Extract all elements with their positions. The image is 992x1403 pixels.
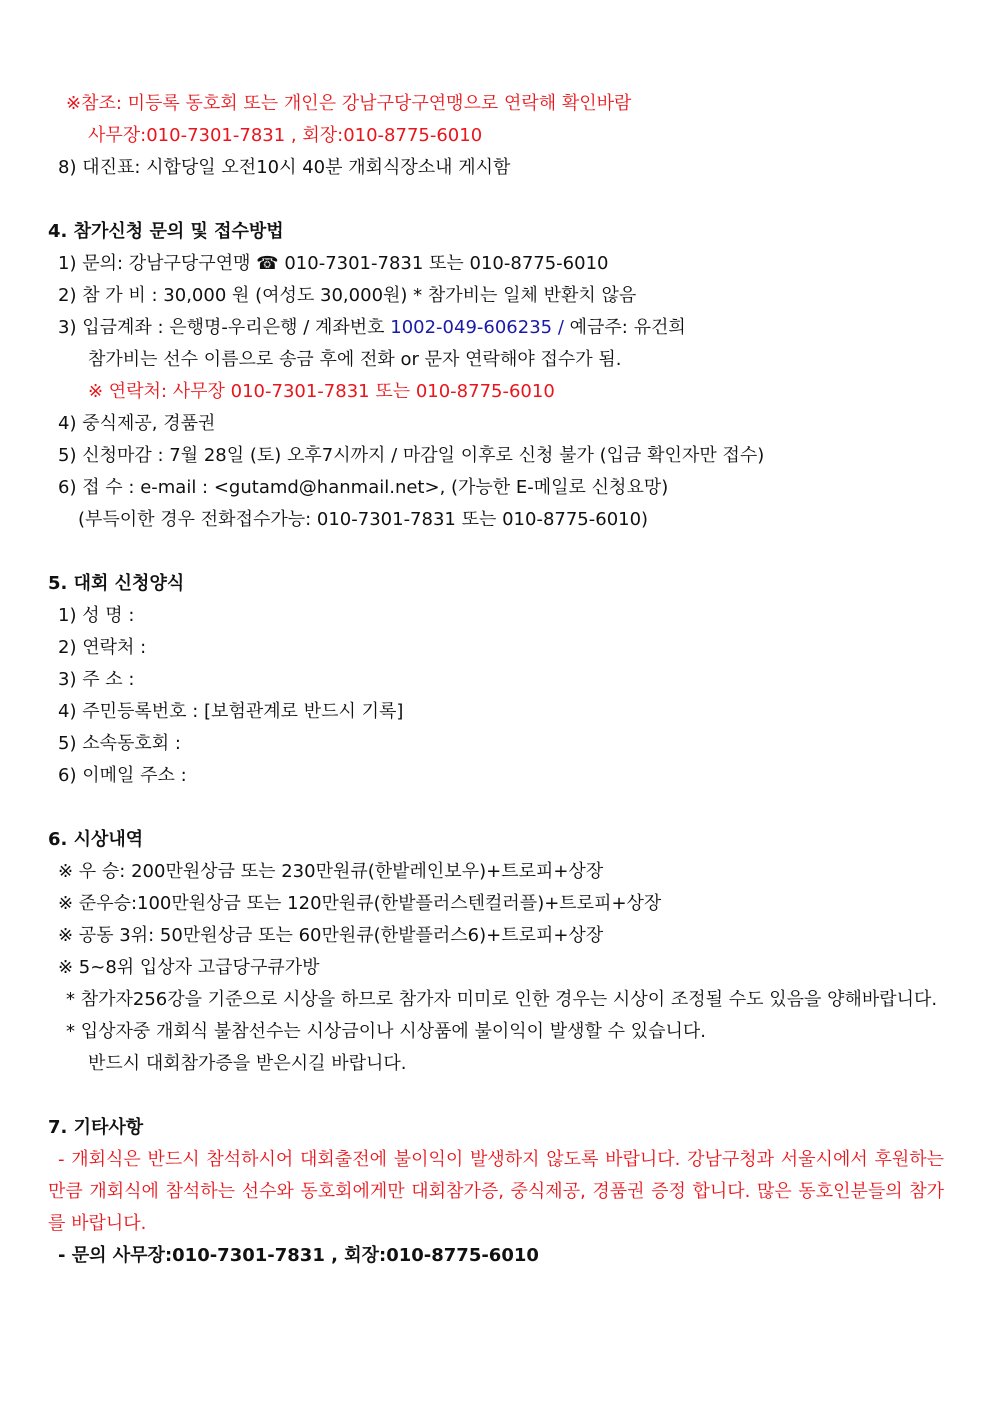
section-4-item-2: 2) 참 가 비 : 30,000 원 (여성도 30,000원) * 참가비는 일체 반환치 않음: [58, 285, 637, 306]
item-3-prefix: 3) 입금계좌 : 은행명-우리은행 / 계좌번호: [58, 317, 391, 338]
spacer: [48, 1080, 944, 1112]
section-7-paragraph-text: - 개회식은 반드시 참석하시어 대회출전에 불이익이 발생하지 않도록 바랍니다. 강남구청과 서울시에서 후원하는 만큼 개회식에 참석하는 선수와 동호회에게만 대회참가증, 중식제공, 경품권 증정 합니다. 많은 동호인분들의 참가를 바랍니다.: [48, 1149, 944, 1234]
note-line-2: 사무장:010-7301-7831 , 회장:010-8775-6010: [88, 125, 483, 146]
account-number: 1002-049-606235 /: [390, 317, 564, 338]
form-field-club: 5) 소속동호회 :: [58, 733, 181, 754]
prize-note-1: * 참가자256강을 기준으로 시상을 하므로 참가자 미미로 인한 경우는 시상이 조정될 수도 있음을 양해바랍니다.: [66, 989, 938, 1010]
form-field-contact: 2) 연락처 :: [58, 637, 147, 658]
section-7-paragraph: [48, 1144, 944, 1240]
note-line-1: ※참조: 미등록 동호회 또는 개인은 강남구당구연맹으로 연락해 확인바람: [66, 93, 632, 114]
section-5-heading: 5. 대회 신청양식: [48, 573, 185, 594]
section-4-item-4: 4) 중식제공, 경품권: [58, 413, 216, 434]
prize-third: ※ 공동 3위: 50만원상금 또는 60만원큐(한밭플러스6)+트로피+상장: [58, 925, 604, 946]
form-field-name: 1) 성 명 :: [58, 605, 135, 626]
prize-note-2-line-2: 반드시 대회참가증을 받은시길 바랍니다.: [88, 1053, 407, 1074]
prize-fifth-to-eighth: ※ 5~8위 입상자 고급당구큐가방: [58, 957, 320, 978]
spacer: [48, 792, 944, 824]
section-4-item-3: [48, 312, 944, 344]
item-3-suffix: 예금주: 유건희: [563, 317, 686, 338]
item-8: 8) 대진표: 시합당일 오전10시 40분 개회식장소내 게시함: [58, 157, 511, 178]
spacer: [48, 536, 944, 568]
form-field-email: 6) 이메일 주소 :: [58, 765, 187, 786]
section-4-item-6-line-2: (부득이한 경우 전화접수가능: 010-7301-7831 또는 010-8775-6010): [78, 509, 649, 530]
section-4-item-3-contact: ※ 연락처: 사무장 010-7301-7831 또는 010-8775-6010: [88, 381, 555, 402]
document-page: [48, 88, 944, 1272]
section-6-heading: 6. 시상내역: [48, 829, 144, 850]
spacer: [48, 184, 944, 216]
section-4-item-6: 6) 접 수 : e-mail : <gutamd@hanmail.net>, (가능한 E-메일로 신청요망): [58, 477, 669, 498]
form-field-resident-number: 4) 주민등록번호 : [보험관계로 반드시 기록]: [58, 701, 404, 722]
section-7-heading: 7. 기타사항: [48, 1117, 144, 1138]
section-4-heading: 4. 참가신청 문의 및 접수방법: [48, 221, 284, 242]
section-7-contact: - 문의 사무장:010-7301-7831 , 회장:010-8775-6010: [58, 1245, 539, 1266]
prize-second: ※ 준우승:100만원상금 또는 120만원큐(한밭플러스텐컬러플)+트로피+상장: [58, 893, 662, 914]
section-4-item-1: 1) 문의: 강남구당구연맹 ☎ 010-7301-7831 또는 010-8775-6010: [58, 253, 609, 274]
prize-note-2: * 입상자중 개회식 불참선수는 시상금이나 시상품에 불이익이 발생할 수 있습니다.: [66, 1021, 707, 1042]
section-4-item-3-line-2: 참가비는 선수 이름으로 송금 후에 전화 or 문자 연락해야 접수가 됨.: [88, 349, 622, 370]
form-field-address: 3) 주 소 :: [58, 669, 135, 690]
prize-first: ※ 우 승: 200만원상금 또는 230만원큐(한밭레인보우)+트로피+상장: [58, 861, 604, 882]
section-4-item-5: 5) 신청마감 : 7월 28일 (토) 오후7시까지 / 마감일 이후로 신청 불가 (입금 확인자만 접수): [58, 445, 765, 466]
